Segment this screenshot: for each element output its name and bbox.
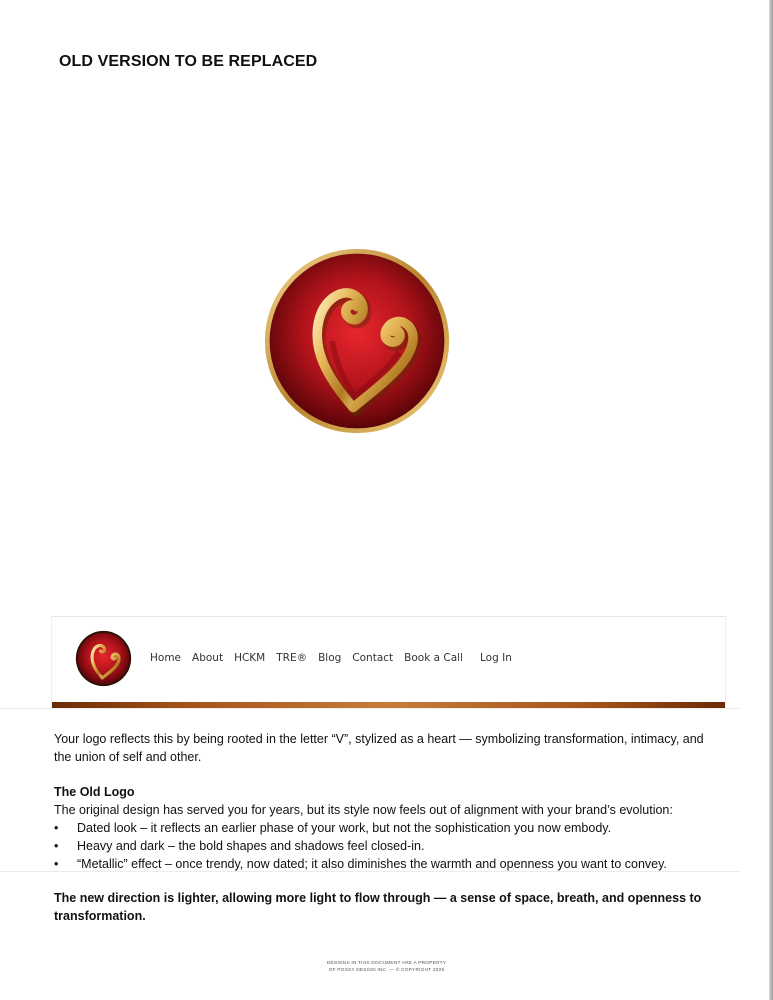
footer-note bbox=[0, 960, 773, 974]
small-logo-icon bbox=[75, 630, 132, 687]
page-heading: OLD VERSION TO BE REPLACED bbox=[59, 53, 318, 70]
old-logo-lead: The original design has served you for years, but its style now feels out of alignment with your brand’s evolution: bbox=[54, 803, 673, 817]
nav-hckm-link[interactable]: HCKM bbox=[234, 652, 266, 664]
bullet-item: • “Metallic” effect – once trendy, now dated; it also diminishes the warmth and openness you want to convey. bbox=[54, 855, 719, 873]
page-edge bbox=[769, 0, 773, 1000]
new-direction-paragraph: The new direction is lighter, allowing more light to flow through — a sense of space, breath, and openness to transformation. bbox=[54, 891, 702, 923]
nav-book-call-link[interactable]: Book a Call bbox=[404, 652, 463, 664]
nav-about-link[interactable]: About bbox=[192, 652, 224, 664]
footer-line: OF POSSY DESIGN INC. — © COPYRIGHT 2025 bbox=[328, 968, 445, 973]
heart-v-logo-icon bbox=[262, 246, 452, 436]
nav-blog-link[interactable]: Blog bbox=[318, 652, 342, 664]
nav-tre-link[interactable]: TRE® bbox=[276, 652, 308, 664]
nav-home-link[interactable]: Home bbox=[150, 652, 182, 664]
old-logo-title: The Old Logo bbox=[54, 785, 135, 799]
intro-paragraph: Your logo reflects this by being rooted in the letter “V”, stylized as a heart — symbolizing transformation, intimacy, and the union of self and other. bbox=[54, 732, 704, 764]
divider bbox=[0, 871, 740, 872]
nav-contact-link[interactable]: Contact bbox=[352, 652, 394, 664]
footer-line: DESIGNS IN THIS DOCUMENT ARE A PROPERTY bbox=[326, 961, 447, 966]
bullet-item: • Dated look – it reflects an earlier phase of your work, but not the sophistication you now embody. bbox=[54, 819, 719, 837]
old-logo-bullets bbox=[54, 819, 719, 873]
main-nav bbox=[150, 652, 523, 664]
website-header-screenshot bbox=[51, 616, 726, 709]
divider bbox=[0, 708, 740, 709]
nav-login-link[interactable]: Log In bbox=[480, 652, 512, 664]
old-logo-section bbox=[54, 783, 719, 873]
bullet-item: • Heavy and dark – the bold shapes and shadows feel closed-in. bbox=[54, 837, 719, 855]
